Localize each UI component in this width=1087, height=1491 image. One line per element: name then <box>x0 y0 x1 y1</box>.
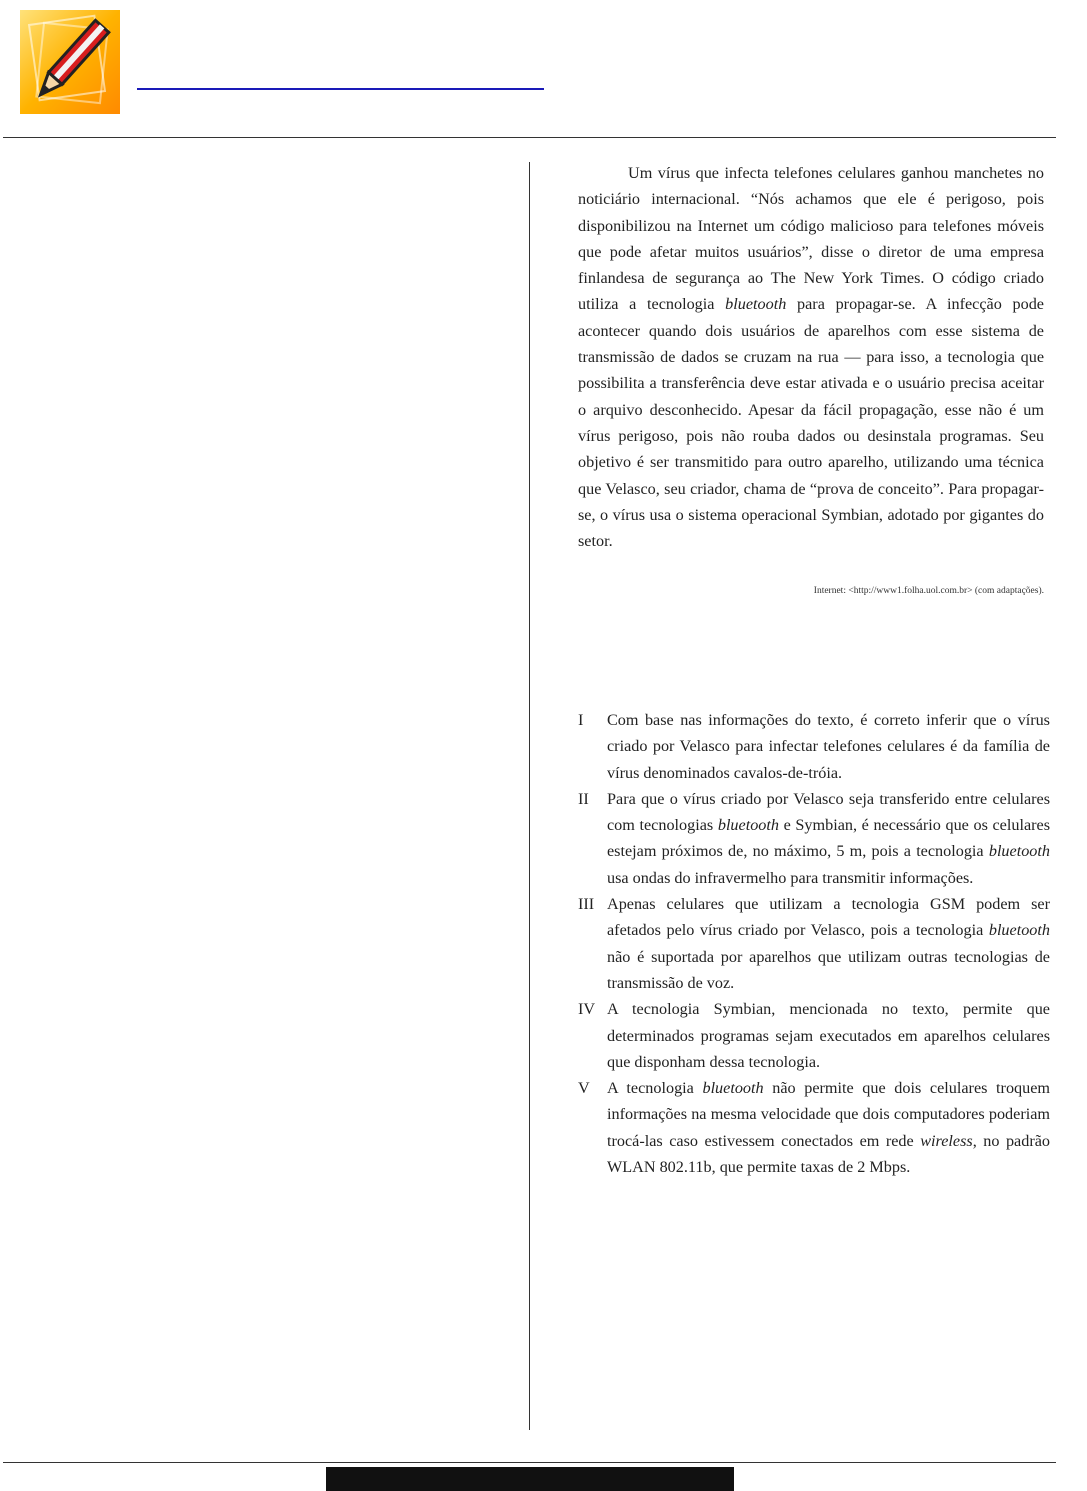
footer-bar <box>326 1467 734 1491</box>
article-source: Internet: <http://www1.folha.uol.com.br> (com adaptações). <box>813 586 1044 596</box>
assertion-item: IV A tecnologia Symbian, mencionada no texto, permite que determinados programas sejam executados em aparelhos celulares que disponham dessa tecnologia. <box>578 996 1050 1075</box>
assertion-item: V A tecnologia bluetooth não permite que dois celulares troquem informações na mesma velocidade que dois computadores poderiam trocá-las caso estivessem conectados em rede wireless, no padrão WLAN 802.11b, que permite taxas de 2 Mbps. <box>578 1075 1050 1180</box>
assertion-list <box>578 707 1050 1180</box>
pencil-logo-icon <box>20 10 120 114</box>
item-number: V <box>578 1079 590 1098</box>
header-divider <box>3 137 1056 138</box>
footer-divider <box>3 1462 1056 1463</box>
article-text <box>578 160 1044 554</box>
assertion-item: II Para que o vírus criado por Velasco seja transferido entre celulares com tecnologias bluetooth e Symbian, é necessário que os celulares estejam próximos de, no máximo, 5 m, pois a tecnologia bluetooth usa ondas do infravermelho para transmitir informações. <box>578 786 1050 891</box>
assertion-item: III Apenas celulares que utilizam a tecnologia GSM podem ser afetados pelo vírus criado por Velasco, pois a tecnologia bluetooth não é suportada por aparelhos que utilizam outras tecnologias de transmissão de voz. <box>578 891 1050 996</box>
assertion-item: I Com base nas informações do texto, é correto inferir que o vírus criado por Velasco para infectar telefones celulares é da família de vírus denominados cavalos-de-tróia. <box>578 707 1050 786</box>
article-paragraph: Um vírus que infecta telefones celulares ganhou manchetes no noticiário internacional. “Nós achamos que ele é perigoso, pois disponibilizou na Internet um código malicioso para telefones móveis que pode afetar muitos usuários”, disse o diretor de uma empresa finlandesa de segurança ao The New York Times. O código criado utiliza a tecnologia bluetooth para propagar-se. A infecção pode acontecer quando dois usuários de aparelhos com esse sistema de transmissão de dados se cruzam na rua — para isso, a tecnologia que possibilita a transferência deve estar ativada e o usuário precisa aceitar o arquivo desconhecido. Apesar da fácil propagação, esse não é um vírus perigoso, pois não rouba dados ou desinstala programas. Seu objetivo é ser transmitido para outro aparelho, utilizando uma técnica que Velasco, seu criador, chama de “prova de conceito”. Para propagar-se, o vírus usa o sistema operacional Symbian, adotado por gigantes do setor. <box>578 164 1044 551</box>
column-divider <box>529 162 530 1430</box>
item-number: I <box>578 711 584 729</box>
item-number: IV <box>578 1000 596 1019</box>
item-number: III <box>578 895 595 914</box>
item-number: II <box>578 789 589 808</box>
header-link-underline[interactable] <box>137 88 544 90</box>
